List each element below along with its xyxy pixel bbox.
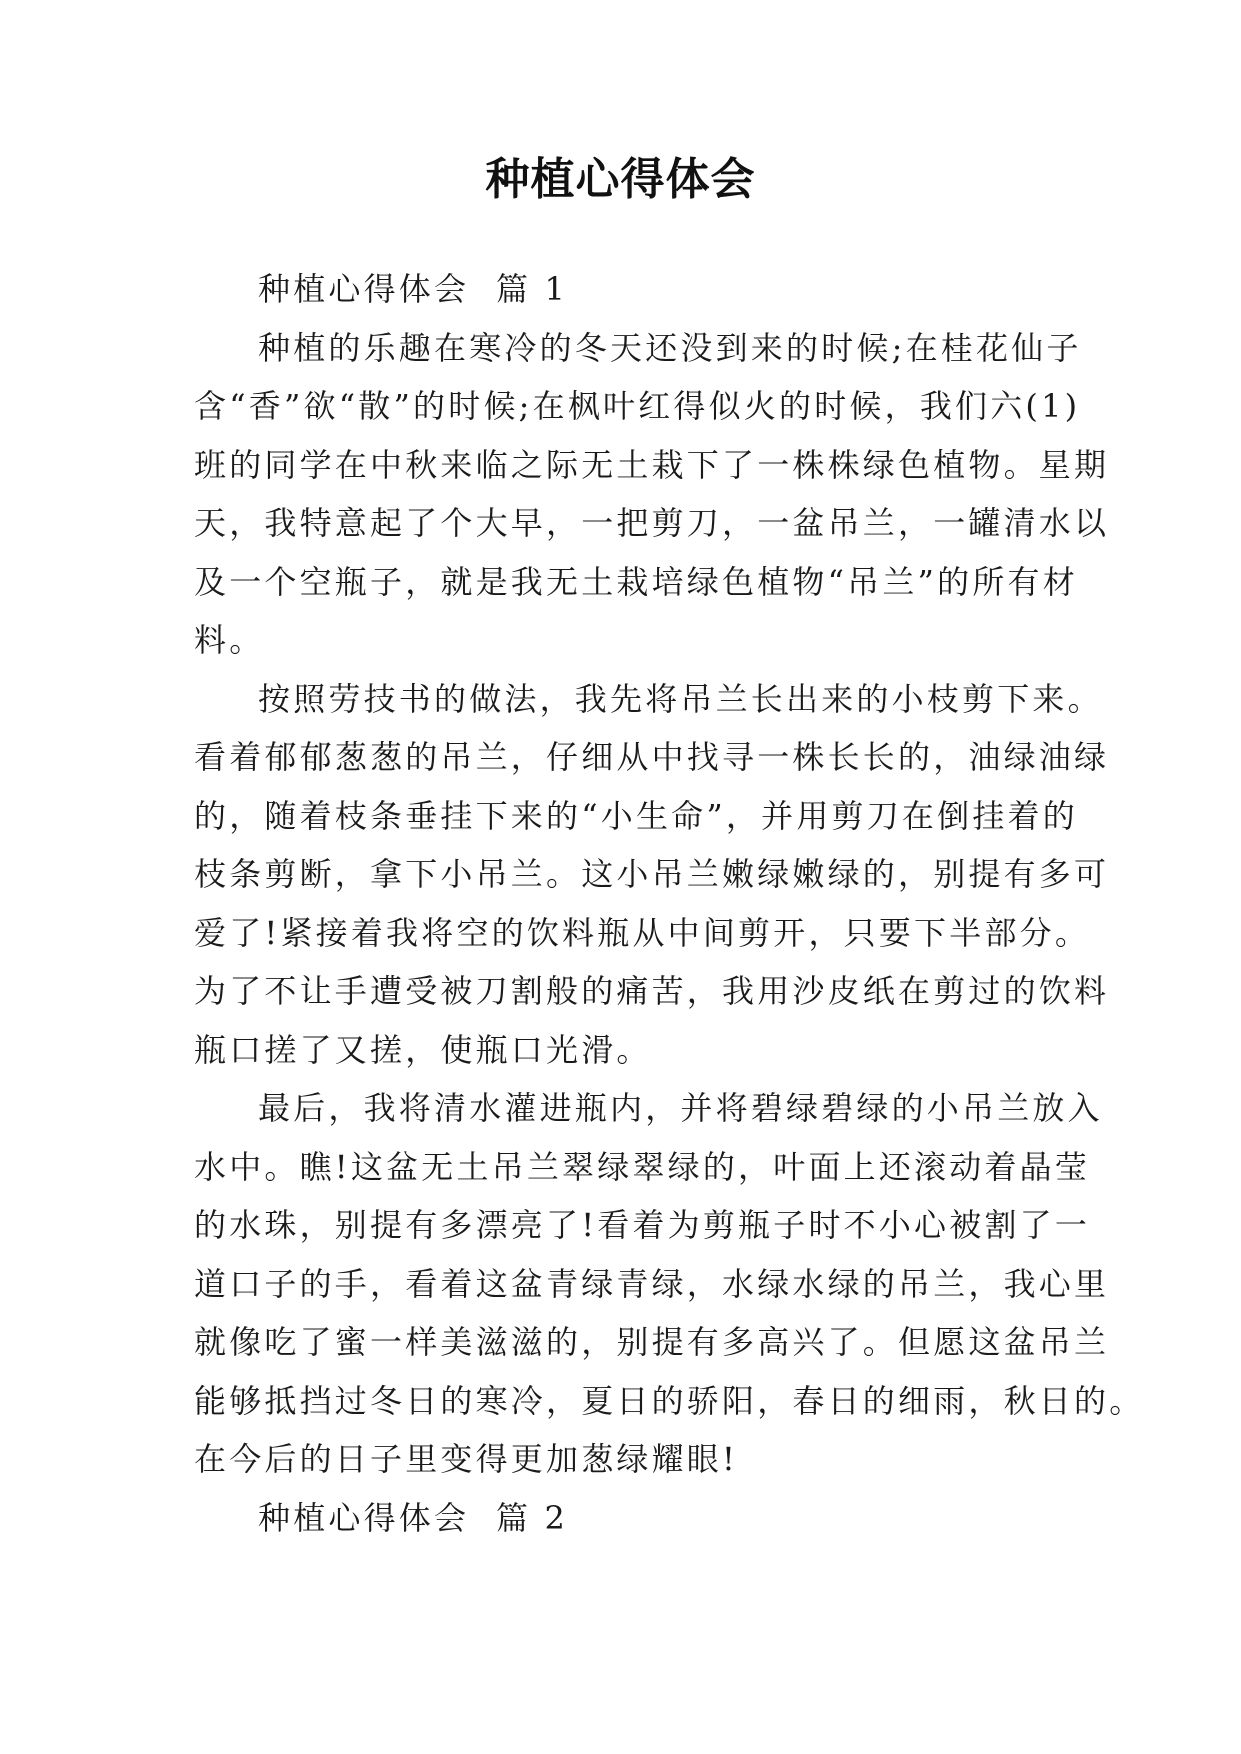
text-line: 种植的乐趣在寒冷的冬天还没到来的时候;在桂花仙子: [258, 328, 1082, 367]
document-title: 种植心得体会: [485, 154, 756, 205]
text-line: 水中。瞧!这盆无土吊兰翠绿翠绿的，叶面上还滚动着晶莹: [194, 1147, 1091, 1186]
section-heading: 种植心得体会 篇 1: [258, 270, 569, 308]
text-line: 班的同学在中秋来临之际无土栽下了一株株绿色植物。星期: [194, 445, 1110, 484]
text-line: 料。: [194, 621, 265, 659]
text-line: 的，随着枝条垂挂下来的“小生命”，并用剪刀在倒挂着的: [194, 796, 1078, 835]
text-line: 爱了!紧接着我将空的饮料瓶从中间剪开，只要下半部分。: [194, 913, 1091, 952]
text-line: 天，我特意起了个大早，一把剪刀，一盆吊兰，一罐清水以: [194, 504, 1110, 542]
text-line: 能够抵挡过冬日的寒冷，夏日的骄阳，春日的细雨，秋日的。: [194, 1381, 1145, 1420]
text-line: 为了不让手遭受被刀割般的痛苦，我用沙皮纸在剪过的饮料: [194, 972, 1110, 1010]
text-line: 按照劳技书的做法，我先将吊兰长出来的小枝剪下来。: [258, 679, 1103, 718]
text-line: 含“香”欲“散”的时候;在枫叶红得似火的时候，我们六(1): [194, 387, 1081, 425]
text-line: 看着郁郁葱葱的吊兰，仔细从中找寻一株长长的，油绿油绿: [194, 738, 1110, 776]
document-body: [194, 260, 1145, 1547]
text-line: 就像吃了蜜一样美滋滋的，别提有多高兴了。但愿这盆吊兰: [194, 1323, 1110, 1361]
text-line: 在今后的日子里变得更加葱绿耀眼!: [194, 1440, 739, 1478]
text-line: 最后，我将清水灌进瓶内，并将碧绿碧绿的小吊兰放入: [258, 1089, 1103, 1127]
text-line: 枝条剪断，拿下小吊兰。这小吊兰嫩绿嫩绿的，别提有多可: [194, 855, 1110, 893]
text-line: 及一个空瓶子，就是我无土栽培绿色植物“吊兰”的所有材: [194, 562, 1078, 601]
text-line: 的水珠，别提有多漂亮了!看着为剪瓶子时不小心被割了一: [194, 1206, 1091, 1244]
text-line: 道口子的手，看着这盆青绿青绿，水绿水绿的吊兰，我心里: [194, 1264, 1110, 1303]
section-heading: 种植心得体会 篇 2: [258, 1498, 569, 1537]
text-line: 瓶口搓了又搓，使瓶口光滑。: [194, 1030, 652, 1069]
